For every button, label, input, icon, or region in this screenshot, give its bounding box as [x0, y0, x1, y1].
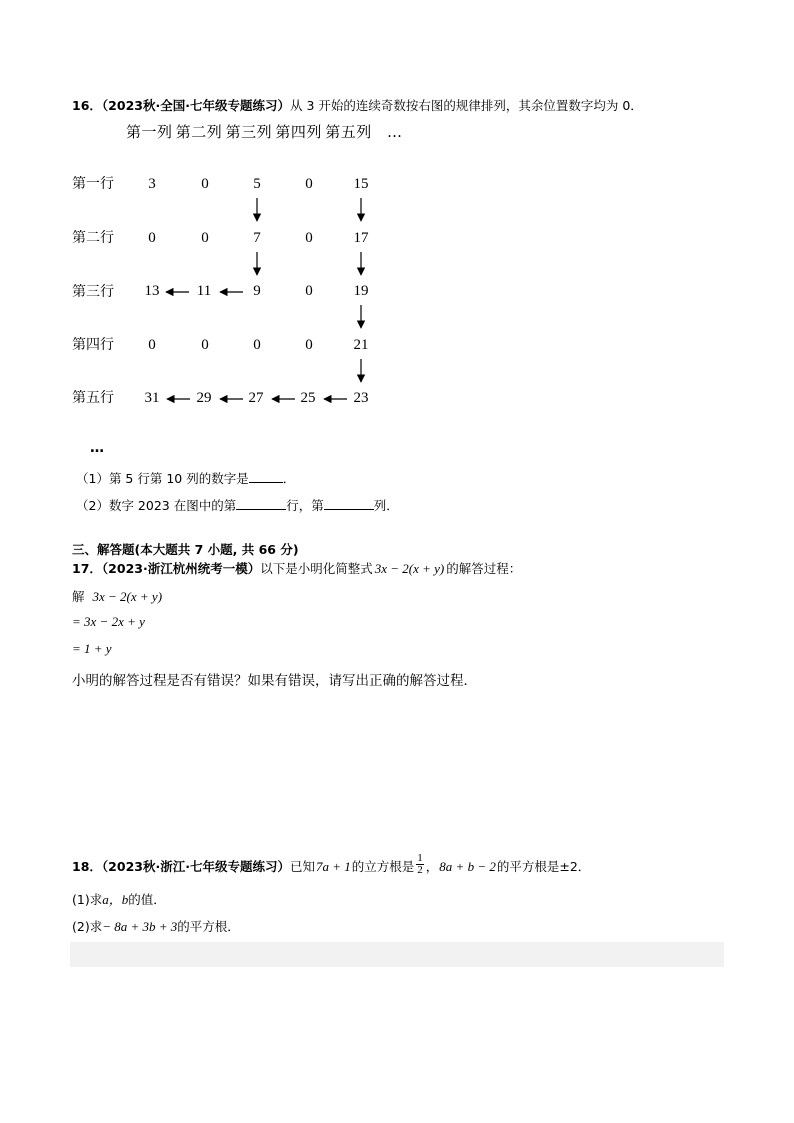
- row-label-5: 第五行: [72, 390, 114, 406]
- q17-number: 17: [72, 561, 90, 576]
- grid-cell-r2-c1: 0: [148, 230, 156, 246]
- grid-cell-r4-c3: 0: [253, 337, 261, 353]
- q17-question: 小明的解答过程是否有错误？如果有错误，请写出正确的解答过程．: [72, 673, 477, 689]
- grid-cell-r3-c1: 13: [144, 283, 160, 299]
- q18-sub1-tail: 的值．: [128, 892, 166, 907]
- grid-cell-r1-c5: 15: [353, 176, 369, 192]
- grid-cell-r3-c2: 11: [196, 283, 212, 299]
- q16-stem: 从 3 开始的连续奇数按右图的规律排列，其余位置数字均为 0．: [289, 98, 643, 113]
- grid-cell-r1-c4: 0: [305, 176, 313, 192]
- row-label-2: 第二行: [72, 230, 114, 246]
- grid-cell-r3-c3: 9: [253, 283, 261, 299]
- q18-frac-num: 1: [417, 852, 423, 864]
- grid-cell-r4-c4: 0: [305, 337, 313, 353]
- q18-fraction: [416, 853, 424, 876]
- q17-jie: 解: [72, 589, 85, 604]
- q17-solution-line1: [72, 587, 162, 605]
- grid-cell-r5-c1: 31: [144, 390, 160, 406]
- grid-cell-r2-c2: 0: [201, 230, 209, 246]
- q18-sub1-vars: a，b: [102, 892, 129, 907]
- q18-sub2: [72, 917, 240, 935]
- grid-cell-r5-c3: 27: [248, 390, 264, 406]
- grid-cell-r2-c3: 7: [253, 230, 261, 246]
- answer-area-box: [70, 942, 724, 967]
- q18-expr-a: 7a + 1: [315, 859, 351, 874]
- grid-cell-r2-c4: 0: [305, 230, 313, 246]
- grid-cell-r5-c4: 25: [300, 390, 316, 406]
- grid-cell-r4-c1: 0: [148, 337, 156, 353]
- q18-expr-b: 8a + b − 2: [439, 859, 496, 874]
- row-label-1: 第一行: [72, 176, 114, 192]
- q18-sub1: [72, 889, 166, 908]
- grid-cell-r3-c4: 0: [305, 283, 313, 299]
- grid-cell-r4-c2: 0: [201, 337, 209, 353]
- section-3-title: 三、解答题(本大题共 7 小题, 共 66 分): [72, 542, 299, 557]
- col-header-3: 第三列: [225, 123, 273, 141]
- col-header-5: 第五列: [325, 123, 372, 141]
- q18-sub2-expr: − 8a + 3b + 3: [102, 919, 178, 934]
- q18-stem-c: ，: [425, 859, 439, 874]
- q18-frac-den: 2: [417, 864, 423, 876]
- q18-source: （2023秋·浙江·七年级专题练习）: [101, 859, 290, 874]
- col-header-2: 第二列: [175, 123, 223, 141]
- row-label-3: 第三行: [72, 284, 114, 300]
- grid-cell-r1-c3: 5: [253, 176, 261, 192]
- q18-number: 18: [72, 859, 90, 874]
- q18-stem-a: 已知: [289, 859, 315, 874]
- q17-stem-line: 17．（2023·浙江杭州统考一模）以下是小明化简整式 3x − 2(x + y) 的解答过程：: [72, 561, 522, 576]
- col-header-1: 第一列: [126, 123, 173, 141]
- grid-cell-r5-c2: 29: [196, 390, 212, 406]
- q17-line1: 3x − 2(x + y): [92, 589, 163, 604]
- q16-sub1-text: （1）第 5 行第 10 列的数字是: [76, 471, 249, 486]
- q17-stem-suffix: 的解答过程：: [446, 561, 522, 576]
- q18-sub1-text: (1)求: [72, 892, 103, 907]
- q16-sub2-blank-col[interactable]: [324, 497, 374, 510]
- q18-sub2-tail: 的平方根．: [177, 919, 240, 934]
- grid-cell-r1-c1: 3: [148, 176, 156, 192]
- q17-line2: = 3x − 2x + y: [72, 614, 145, 629]
- col-header-4: 第四列: [275, 123, 322, 141]
- q18-stem-line: 18．（2023秋·浙江·七年级专题练习）已知7a + 1的立方根是 $\frac{1}{2}$ ，8a + b − 2的平方根是±2．: [72, 852, 591, 876]
- q16-sub2-blank-row[interactable]: [236, 497, 286, 510]
- col-header-ellipsis: …: [386, 123, 403, 141]
- q17-source: （2023·浙江杭州统考一模）: [101, 561, 261, 576]
- q18-stem-d: 的平方根是±2．: [496, 859, 591, 874]
- grid-cell-r2-c5: 17: [353, 230, 369, 246]
- q18-stem-b: 的立方根是: [351, 859, 415, 874]
- row-label-4: 第四行: [72, 337, 114, 353]
- grid-cell-r5-c5: 23: [353, 390, 369, 406]
- grid-cell-r4-c5: 21: [353, 337, 369, 353]
- q16-grid-ellipsis: …: [90, 440, 104, 456]
- q16-stem-line: 16．（2023秋·全国·七年级专题练习）从 3 开始的连续奇数按右图的规律排列，其余位置数字均为 0．: [72, 98, 643, 113]
- grid-cell-r3-c5: 19: [353, 283, 369, 299]
- q17-stem-prefix: 以下是小明化简整式: [260, 561, 373, 576]
- q16-number: 16: [72, 98, 90, 113]
- q16-sub1-suffix: ．: [282, 471, 296, 486]
- q16-sub1-blank[interactable]: [249, 470, 283, 483]
- q17-line3: = 1 + y: [72, 641, 112, 656]
- grid-cell-r1-c2: 0: [201, 176, 209, 192]
- q16-sub2-text: （2）数字 2023 在图中的第: [76, 498, 237, 513]
- q16-sub1: [76, 469, 295, 487]
- q17-expr: 3x − 2(x + y): [374, 561, 445, 576]
- q16-sub2: [76, 496, 399, 514]
- q16-source: （2023秋·全国·七年级专题练习）: [101, 98, 290, 113]
- q16-sub2-mid: 行，第: [286, 498, 324, 513]
- q16-sub2-suffix: 列．: [373, 498, 399, 513]
- q18-sub2-text: (2)求: [72, 919, 103, 934]
